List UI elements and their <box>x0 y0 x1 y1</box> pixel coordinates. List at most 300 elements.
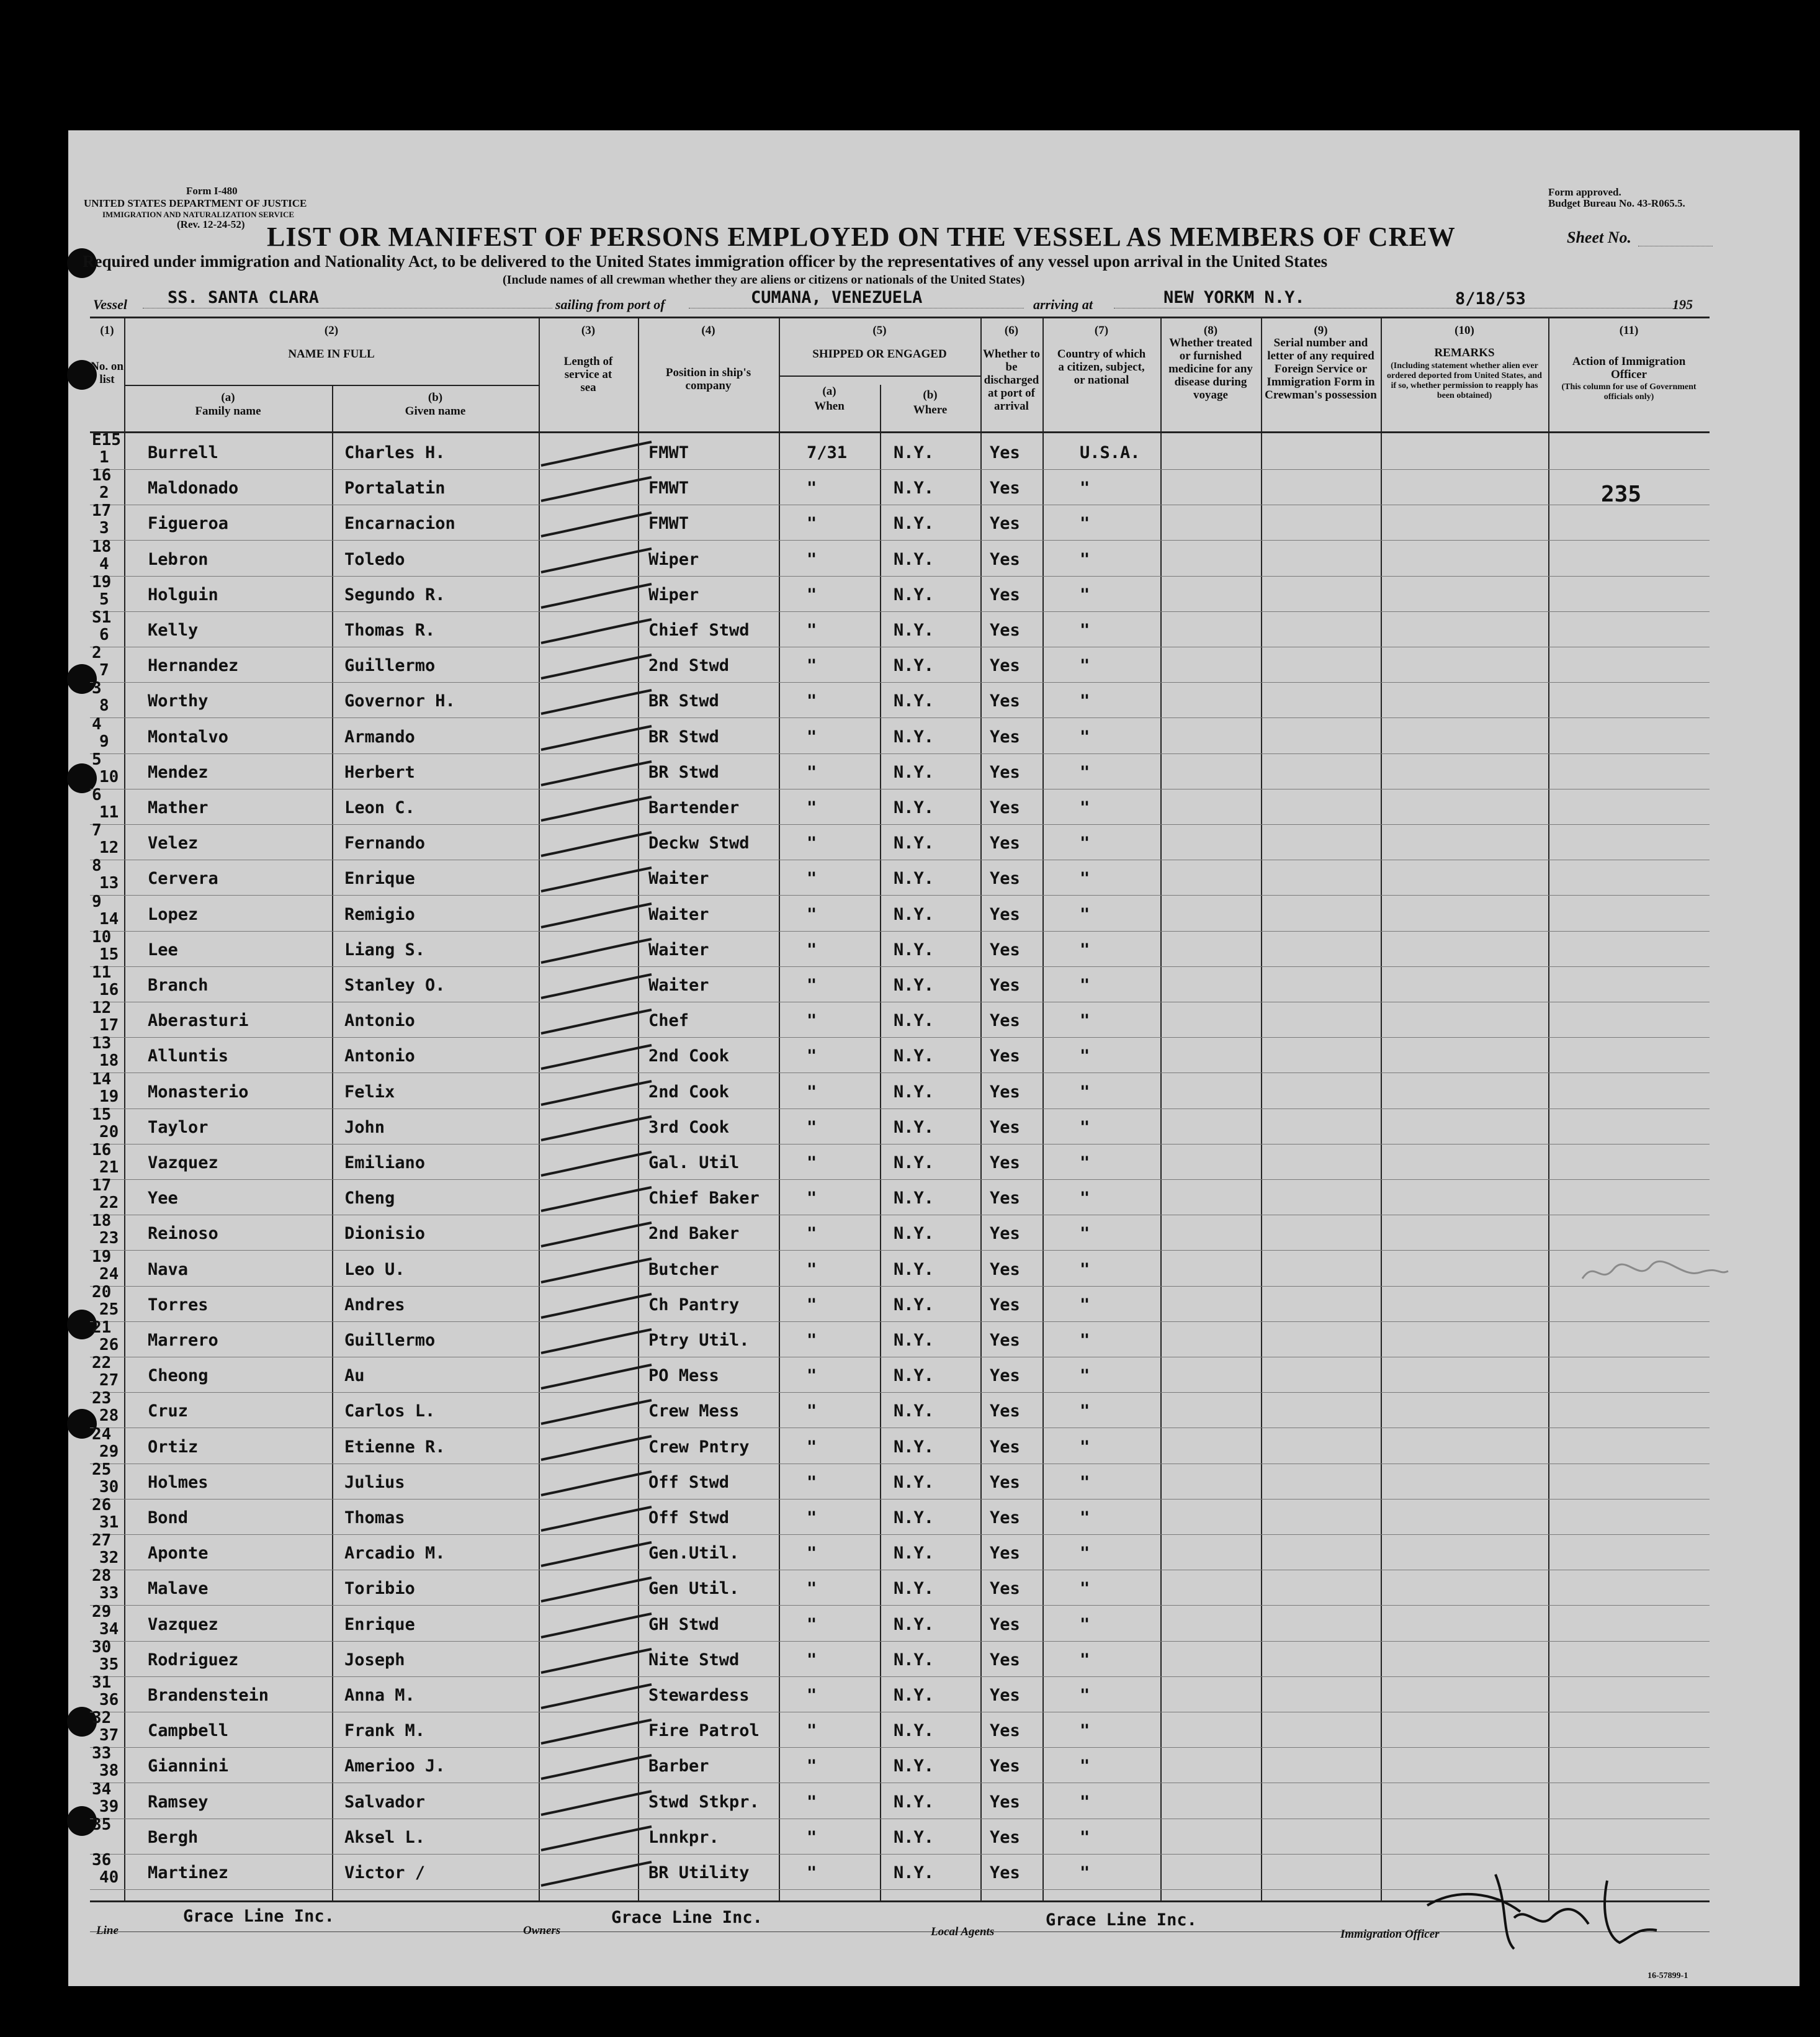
discharge: Yes <box>990 1686 1020 1705</box>
discharge: Yes <box>990 727 1020 747</box>
discharge: Yes <box>990 1544 1020 1563</box>
discharge: Yes <box>990 621 1020 640</box>
family-name: Cervera <box>148 869 218 888</box>
shipped-when: " <box>807 1331 817 1350</box>
discharge: Yes <box>990 691 1020 711</box>
col8-number: (8) <box>1203 324 1218 337</box>
discharge: Yes <box>990 1828 1020 1847</box>
discharge: Yes <box>990 1366 1020 1385</box>
col2b-number: (b) <box>428 391 443 404</box>
family-name: Burrell <box>148 443 218 462</box>
shipped-when: " <box>807 1473 817 1492</box>
shipped-when: " <box>807 1544 817 1563</box>
position: Gal. Util <box>648 1153 740 1172</box>
shipped-when: " <box>807 976 817 995</box>
officer-label: Immigration Officer <box>1340 1928 1440 1941</box>
shipped-where: N.Y. <box>894 585 935 605</box>
col2a-header: Family name <box>195 405 261 418</box>
line-number-upper: 15 <box>92 1105 112 1124</box>
table-row <box>0 1034 1820 1073</box>
country: " <box>1080 1508 1090 1527</box>
family-name: Campbell <box>148 1721 229 1740</box>
position: Deckw Stwd <box>648 834 750 853</box>
form-title: LIST OR MANIFEST OF PERSONS EMPLOYED ON THE VESSEL AS MEMBERS OF CREW <box>267 222 1456 252</box>
family-name: Brandenstein <box>148 1686 269 1705</box>
position: Waiter <box>648 905 709 924</box>
col5a-header: When <box>814 400 845 413</box>
line-number-upper: 11 <box>92 963 112 982</box>
col4-header: Position in ship's company <box>665 366 751 392</box>
line-number: 18 <box>99 1051 119 1070</box>
table-row <box>0 928 1820 967</box>
family-name: Vazquez <box>148 1153 218 1172</box>
shipped-when: " <box>807 1437 817 1457</box>
line-number-upper: 16 <box>92 466 112 485</box>
shipped-when: " <box>807 1650 817 1670</box>
shipped-when: " <box>807 585 817 605</box>
line-number: 9 <box>99 732 109 751</box>
line-number-upper: 35 <box>92 1815 112 1834</box>
family-name: Bond <box>148 1508 189 1527</box>
family-name: Aponte <box>148 1544 208 1563</box>
given-name: Salvador <box>344 1792 426 1812</box>
discharge: Yes <box>990 1863 1020 1882</box>
shipped-when: " <box>807 940 817 960</box>
family-name: Ramsey <box>148 1792 208 1812</box>
line-number: 22 <box>99 1194 119 1212</box>
table-row <box>0 501 1820 541</box>
shipped-where: N.Y. <box>894 1153 935 1172</box>
discharge: Yes <box>990 1473 1020 1492</box>
family-name: Giannini <box>148 1756 229 1776</box>
position: Butcher <box>648 1260 719 1279</box>
country: " <box>1080 1082 1090 1102</box>
line-number: 35 <box>99 1655 119 1674</box>
form-subtitle: Required under immigration and Nationality Act, to be delivered to the United States immigration officer by the representatives of any vessel upon arrival in the United States <box>83 252 1328 271</box>
family-name: Mather <box>148 798 208 817</box>
line-number: 23 <box>99 1229 119 1248</box>
table-row <box>0 1070 1820 1109</box>
line-number: 31 <box>99 1513 119 1532</box>
shipped-when: " <box>807 1153 817 1172</box>
table-row <box>0 1212 1820 1251</box>
col1-header: No. on list <box>91 360 123 386</box>
col5b-number: (b) <box>923 389 938 402</box>
line-number-upper: 20 <box>92 1283 112 1302</box>
shipped-when: " <box>807 834 817 853</box>
shipped-when: " <box>807 621 817 640</box>
family-name: Holmes <box>148 1473 208 1492</box>
country: " <box>1080 727 1090 747</box>
table-row <box>0 1673 1820 1712</box>
given-name: Charles H. <box>344 443 446 462</box>
discharge: Yes <box>990 905 1020 924</box>
position: BR Stwd <box>648 727 719 747</box>
table-row <box>0 1496 1820 1535</box>
shipped-where: N.Y. <box>894 1544 935 1563</box>
discharge: Yes <box>990 585 1020 605</box>
line-number: 20 <box>99 1123 119 1141</box>
position: Chief Stwd <box>648 621 750 640</box>
family-name: Lee <box>148 940 178 960</box>
line-number: 10 <box>99 768 119 786</box>
shipped-when: " <box>807 1189 817 1208</box>
shipped-where: N.Y. <box>894 479 935 498</box>
country: " <box>1080 940 1090 960</box>
shipped-when: " <box>807 514 817 533</box>
col7-header: Country of which a citizen, subject, or national <box>1057 348 1146 387</box>
table-row <box>0 1354 1820 1393</box>
position: GH Stwd <box>648 1615 719 1634</box>
sheet-number-label: Sheet No. <box>1567 228 1631 246</box>
line-number: 6 <box>99 626 109 644</box>
shipped-when: 7/31 <box>807 443 848 462</box>
family-name: Bergh <box>148 1828 199 1847</box>
shipped-when: " <box>807 1828 817 1847</box>
family-name: Rodriguez <box>148 1650 239 1670</box>
table-row <box>0 1318 1820 1357</box>
table-row <box>0 1389 1820 1428</box>
line-number-upper: 32 <box>92 1709 112 1727</box>
given-name: Guillermo <box>344 656 436 675</box>
discharge: Yes <box>990 550 1020 569</box>
shipped-where: N.Y. <box>894 905 935 924</box>
position: Wiper <box>648 585 699 605</box>
given-name: Guillermo <box>344 1331 436 1350</box>
position: 3rd Cook <box>648 1118 730 1137</box>
discharge: Yes <box>990 1437 1020 1457</box>
discharge: Yes <box>990 1189 1020 1208</box>
table-row <box>0 537 1820 577</box>
line-number: 8 <box>99 696 109 715</box>
shipped-when: " <box>807 798 817 817</box>
line-number-upper: 16 <box>92 1141 112 1159</box>
family-name: Hernandez <box>148 656 239 675</box>
shipped-when: " <box>807 691 817 711</box>
col6-header: Whether to be discharged at port of arrival <box>983 348 1040 413</box>
service: IMMIGRATION AND NATURALIZATION SERVICE <box>102 210 295 219</box>
shipped-where: N.Y. <box>894 550 935 569</box>
position: Stewardess <box>648 1686 750 1705</box>
shipped-when: " <box>807 1366 817 1385</box>
table-row <box>0 1105 1820 1144</box>
shipped-where: N.Y. <box>894 1189 935 1208</box>
shipped-when: " <box>807 1792 817 1812</box>
country: " <box>1080 1686 1090 1705</box>
given-name: Portalatin <box>344 479 446 498</box>
vessel-label: Vessel <box>93 297 127 312</box>
line-number: 13 <box>99 874 119 893</box>
shipped-where: N.Y. <box>894 1366 935 1385</box>
family-name: Montalvo <box>148 727 229 747</box>
owners-label: Owners <box>523 1924 561 1937</box>
given-name: Amerioo J. <box>344 1756 446 1776</box>
shipped-when: " <box>807 1401 817 1421</box>
position: Lnnkpr. <box>648 1828 719 1847</box>
shipped-where: N.Y. <box>894 443 935 462</box>
line-number-upper: 28 <box>92 1567 112 1585</box>
given-name: Joseph <box>344 1650 405 1670</box>
family-name: Yee <box>148 1189 178 1208</box>
family-name: Velez <box>148 834 199 853</box>
line-number: 12 <box>99 839 119 857</box>
department: UNITED STATES DEPARTMENT OF JUSTICE <box>84 197 307 209</box>
given-name: Enrique <box>344 869 415 888</box>
position: Chief Baker <box>648 1189 760 1208</box>
family-name: Monasterio <box>148 1082 249 1102</box>
line-number: 5 <box>99 590 109 609</box>
position: PO Mess <box>648 1366 719 1385</box>
col9-header: Serial number and letter of any required Foreign Service or Immigration Form in Crewman's possession <box>1265 336 1377 402</box>
family-name: Holguin <box>148 585 218 605</box>
discharge: Yes <box>990 479 1020 498</box>
table-row <box>0 1531 1820 1570</box>
discharge: Yes <box>990 1295 1020 1315</box>
table-row <box>0 431 1820 470</box>
line-number-upper: 31 <box>92 1673 112 1692</box>
given-name: Cheng <box>344 1189 395 1208</box>
given-name: Etienne R. <box>344 1437 446 1457</box>
line-number: 33 <box>99 1584 119 1603</box>
given-name: Remigio <box>344 905 415 924</box>
shipped-where: N.Y. <box>894 1437 935 1457</box>
table-row <box>0 999 1820 1038</box>
position: Bartender <box>648 798 740 817</box>
table-row <box>0 1567 1820 1606</box>
family-name: Kelly <box>148 621 199 640</box>
line-number: 11 <box>99 803 119 822</box>
discharge: Yes <box>990 1756 1020 1776</box>
col5b-header: Where <box>913 403 948 416</box>
line-number-upper: E15 <box>92 431 121 449</box>
service-length-mark <box>540 1859 658 1897</box>
col2a-number: (a) <box>221 391 235 404</box>
line-number: 32 <box>99 1549 119 1567</box>
position: Wiper <box>648 550 699 569</box>
table-row <box>0 1603 1820 1642</box>
line-number-upper: 19 <box>92 573 112 591</box>
discharge: Yes <box>990 1118 1020 1137</box>
position: BR Stwd <box>648 763 719 782</box>
col2-header: NAME IN FULL <box>288 348 375 361</box>
discharge: Yes <box>990 1331 1020 1350</box>
given-name: Antonio <box>344 1011 415 1030</box>
discharge: Yes <box>990 1721 1020 1740</box>
country: " <box>1080 656 1090 675</box>
col10-header: REMARKS <box>1434 346 1495 359</box>
position: BR Utility <box>648 1863 750 1882</box>
line-company: Grace Line Inc. <box>183 1907 334 1926</box>
table-row <box>0 1744 1820 1783</box>
family-name: Cruz <box>148 1401 189 1421</box>
discharge: Yes <box>990 1260 1020 1279</box>
position: Waiter <box>648 940 709 960</box>
line-number: 15 <box>99 945 119 964</box>
family-name: Torres <box>148 1295 208 1315</box>
family-name: Cheong <box>148 1366 208 1385</box>
shipped-where: N.Y. <box>894 1260 935 1279</box>
line-number-upper: 10 <box>92 928 112 947</box>
discharge: Yes <box>990 1046 1020 1066</box>
given-name: Thomas R. <box>344 621 436 640</box>
shipped-where: N.Y. <box>894 1401 935 1421</box>
position: 2nd Baker <box>648 1224 740 1243</box>
shipped-where: N.Y. <box>894 976 935 995</box>
officer-signature <box>1421 1868 1669 1955</box>
shipped-when: " <box>807 1686 817 1705</box>
line-number: 28 <box>99 1406 119 1425</box>
line-number: 29 <box>99 1442 119 1461</box>
given-name: Arcadio M. <box>344 1544 446 1563</box>
line-number-upper: 6 <box>92 786 102 804</box>
table-row <box>0 1248 1820 1287</box>
shipped-where: N.Y. <box>894 869 935 888</box>
line-number: 40 <box>99 1868 119 1887</box>
line-number: 1 <box>99 448 109 467</box>
col11-note: (This column for use of Government officials only) <box>1561 382 1697 402</box>
line-number: 25 <box>99 1300 119 1319</box>
line-number: 30 <box>99 1478 119 1496</box>
shipped-where: N.Y. <box>894 727 935 747</box>
given-name: Liang S. <box>344 940 426 960</box>
arrival-date: 8/18/53 <box>1455 289 1526 308</box>
country: " <box>1080 1046 1090 1066</box>
table-row <box>0 750 1820 789</box>
shipped-where: N.Y. <box>894 1792 935 1812</box>
line-number-upper: 5 <box>92 750 102 769</box>
family-name: Ortiz <box>148 1437 199 1457</box>
line-number-upper: 30 <box>92 1638 112 1657</box>
line-number-upper: S1 <box>92 608 112 627</box>
form-code: 16-57899-1 <box>1647 1971 1688 1981</box>
table-row <box>0 679 1820 718</box>
given-name: Victor / <box>344 1863 426 1882</box>
family-name: Nava <box>148 1260 189 1279</box>
given-name: Encarnacion <box>344 514 455 533</box>
arrival-port: NEW YORKM N.Y. <box>1163 288 1305 307</box>
position: Stwd Stkpr. <box>648 1792 760 1812</box>
shipped-where: N.Y. <box>894 1011 935 1030</box>
discharge: Yes <box>990 1401 1020 1421</box>
line-number-upper: 17 <box>92 501 112 520</box>
country: " <box>1080 1721 1090 1740</box>
shipped-where: N.Y. <box>894 1082 935 1102</box>
given-name: Julius <box>344 1473 405 1492</box>
discharge: Yes <box>990 1792 1020 1812</box>
line-number-upper: 22 <box>92 1354 112 1372</box>
line-number-upper: 7 <box>92 821 102 840</box>
country: " <box>1080 1544 1090 1563</box>
family-name: Malave <box>148 1579 208 1598</box>
shipped-when: " <box>807 550 817 569</box>
line-number-upper: 4 <box>92 715 102 734</box>
shipped-when: " <box>807 727 817 747</box>
family-name: Reinoso <box>148 1224 218 1243</box>
line-number: 37 <box>99 1726 119 1745</box>
given-name: Enrique <box>344 1615 415 1634</box>
family-name: Lopez <box>148 905 199 924</box>
discharge: Yes <box>990 940 1020 960</box>
position: Gen.Util. <box>648 1544 740 1563</box>
discharge: Yes <box>990 443 1020 462</box>
position: FMWT <box>648 479 689 498</box>
col5-header: SHIPPED OR ENGAGED <box>812 348 947 361</box>
position: Crew Mess <box>648 1401 740 1421</box>
given-name: Armando <box>344 727 415 747</box>
col6-number: (6) <box>1004 324 1019 337</box>
table-row <box>0 573 1820 612</box>
position: 2nd Cook <box>648 1082 730 1102</box>
line-number: 3 <box>99 519 109 537</box>
shipped-where: N.Y. <box>894 691 935 711</box>
col10-note: (Including statement whether alien ever ordered deported from United States, and if so, whether permission to reapply has been obtained) <box>1387 361 1542 400</box>
line-number: 34 <box>99 1620 119 1639</box>
line-number: 17 <box>99 1016 119 1035</box>
col5-number: (5) <box>872 324 887 337</box>
col5a-number: (a) <box>822 385 836 398</box>
family-name: Martinez <box>148 1863 229 1882</box>
shipped-where: N.Y. <box>894 1686 935 1705</box>
table-row <box>0 1460 1820 1500</box>
discharge: Yes <box>990 1153 1020 1172</box>
country: " <box>1080 1756 1090 1776</box>
position: Nite Stwd <box>648 1650 740 1670</box>
shipped-when: " <box>807 1863 817 1882</box>
country: " <box>1080 1828 1090 1847</box>
country: " <box>1080 1579 1090 1598</box>
line-number-upper: 23 <box>92 1389 112 1408</box>
shipped-when: " <box>807 1721 817 1740</box>
shipped-when: " <box>807 1082 817 1102</box>
country: " <box>1080 976 1090 995</box>
table-row <box>0 715 1820 754</box>
table-row <box>0 644 1820 683</box>
table-row <box>0 466 1820 505</box>
line-number-upper: 25 <box>92 1460 112 1479</box>
given-name: John <box>344 1118 385 1137</box>
budget-bureau: Budget Bureau No. 43-R065.5. <box>1548 197 1685 209</box>
shipped-where: N.Y. <box>894 1650 935 1670</box>
table-row <box>0 857 1820 896</box>
shipped-when: " <box>807 1508 817 1527</box>
table-row <box>0 893 1820 932</box>
country: " <box>1080 514 1090 533</box>
discharge: Yes <box>990 798 1020 817</box>
country: " <box>1080 479 1090 498</box>
line-number: 4 <box>99 555 109 573</box>
country: " <box>1080 1366 1090 1385</box>
revision: (Rev. 12-24-52) <box>177 218 245 230</box>
shipped-where: N.Y. <box>894 1579 935 1598</box>
shipped-when: " <box>807 1224 817 1243</box>
country: " <box>1080 905 1090 924</box>
shipped-where: N.Y. <box>894 514 935 533</box>
sailing-label: sailing from port of <box>555 297 665 312</box>
country: " <box>1080 1792 1090 1812</box>
country: U.S.A. <box>1080 443 1141 462</box>
given-name: Anna M. <box>344 1686 415 1705</box>
country: " <box>1080 1153 1090 1172</box>
col8-header: Whether treated or furnished medicine for any disease during voyage <box>1168 336 1253 402</box>
line-number-upper: 14 <box>92 1070 112 1089</box>
table-row <box>0 1283 1820 1322</box>
sheet-stamp: 235 <box>1601 482 1642 507</box>
position: Crew Pntry <box>648 1437 750 1457</box>
line-number: 16 <box>99 981 119 999</box>
line-number-upper: 29 <box>92 1603 112 1621</box>
given-name: Leon C. <box>344 798 415 817</box>
country: " <box>1080 763 1090 782</box>
